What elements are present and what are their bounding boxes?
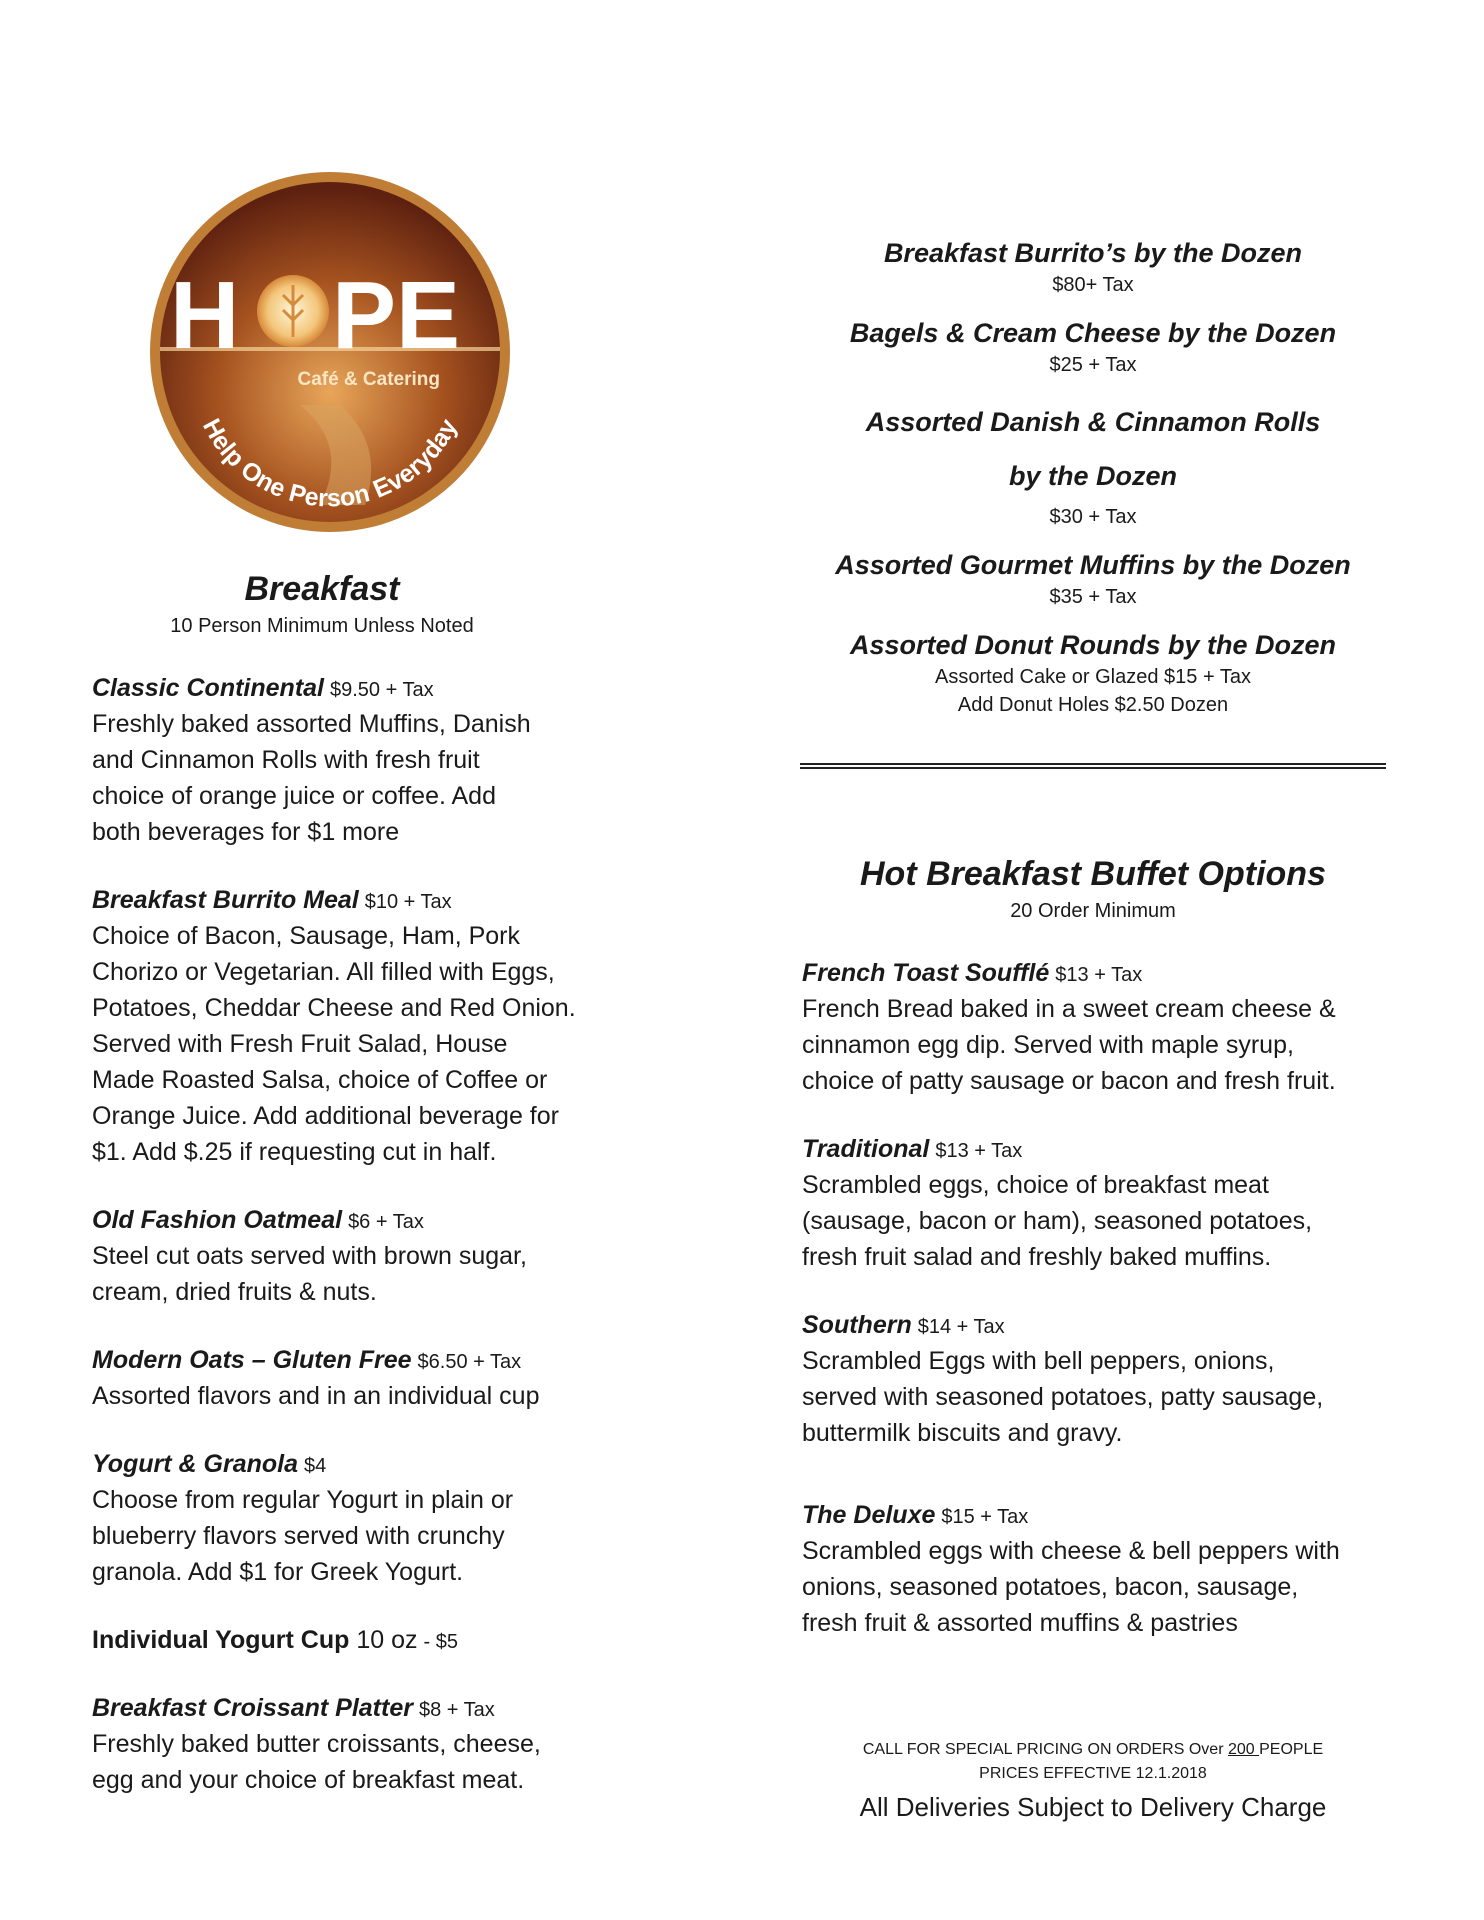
item-description: Choice of Bacon, Sausage, Ham, Pork Chorizo or Vegetarian. All filled with Eggs, Potatoes, Cheddar Cheese and Red Onion. Served with Fresh Fruit Salad, House Made Roasted Salsa, choice of Coffee or Orange Juice. Add additional beverage for $1. Add $.25 if requesting cut in half.	[92, 922, 576, 1166]
hot-buffet-subtitle: 20 Order Minimum	[1010, 900, 1176, 922]
item-name: Yogurt & Granola	[92, 1450, 299, 1478]
item-price: - $5	[423, 1631, 458, 1653]
dozen-item-name: Bagels & Cream Cheese by the Dozen	[849, 318, 1337, 348]
item-name: Classic Continental	[92, 674, 324, 702]
menu-item	[92, 1692, 632, 1798]
item-name: Old Fashion Oatmeal	[92, 1206, 343, 1234]
logo-letter-h: H	[170, 262, 240, 369]
dozen-item	[802, 547, 1384, 611]
special-pricing-count: 200	[1227, 1741, 1260, 1758]
item-price: $14 + Tax	[917, 1316, 1005, 1338]
item-name: Modern Oats – Gluten Free	[92, 1346, 412, 1374]
dozen-item-price: $35 + Tax	[1049, 586, 1137, 608]
item-description: Scrambled eggs with cheese & bell peppers with onions, seasoned potatoes, bacon, sausage, fresh fruit & assorted muffins & pastries	[802, 1537, 1340, 1637]
item-description: Choose from regular Yogurt in plain or blueberry flavors served with crunchy granola. Add $1 for Greek Yogurt.	[92, 1486, 514, 1586]
item-price: $9.50 + Tax	[330, 679, 434, 701]
prices-effective: PRICES EFFECTIVE 12.1.2018	[979, 1765, 1207, 1782]
breakfast-subtitle: 10 Person Minimum Unless Noted	[170, 615, 474, 637]
menu-item	[92, 884, 632, 1170]
item-name: The Deluxe	[802, 1501, 936, 1529]
dozen-item-name: Breakfast Burrito’s by the Dozen	[883, 238, 1303, 268]
item-price: $4	[304, 1455, 327, 1477]
menu-item	[802, 1133, 1402, 1275]
menu-item	[802, 1499, 1402, 1641]
item-price: $10 + Tax	[364, 891, 452, 913]
item-name: French Toast Soufflé	[802, 959, 1050, 987]
item-description: Scrambled eggs, choice of breakfast meat (sausage, bacon or ham), seasoned potatoes, fresh fruit salad and freshly baked muffins.	[802, 1171, 1313, 1271]
dozen-item-price: $25 + Tax	[1049, 354, 1137, 376]
menu-item	[92, 672, 632, 850]
item-description: Assorted flavors and in an individual cup	[92, 1382, 540, 1410]
item-description: Freshly baked butter croissants, cheese, egg and your choice of breakfast meat.	[92, 1730, 541, 1794]
logo-tagline: Help One Person Everyday	[197, 414, 463, 513]
item-price: $13 + Tax	[935, 1140, 1023, 1162]
dozen-item-name: Assorted Donut Rounds by the Dozen	[850, 630, 1336, 660]
dozen-item-price: $80+ Tax	[1052, 274, 1134, 296]
item-price: $8 + Tax	[418, 1699, 495, 1721]
menu-item	[92, 1624, 632, 1658]
dozen-item-price: Assorted Cake or Glazed $15 + Tax Add Donut Holes $2.50 Dozen	[935, 666, 1251, 716]
dozen-item-name: Assorted Danish & Cinnamon Rolls by the Dozen	[865, 407, 1321, 491]
section-divider	[800, 763, 1386, 769]
special-pricing-note	[802, 1738, 1384, 1762]
item-price: $6 + Tax	[348, 1211, 424, 1233]
item-description: French Bread baked in a sweet cream cheese & cinnamon egg dip. Served with maple syrup, choice of patty sausage or bacon and fresh fruit.	[802, 995, 1336, 1095]
item-name: Southern	[802, 1311, 912, 1339]
item-size: 10 oz	[356, 1626, 418, 1654]
item-price: $6.50 + Tax	[417, 1351, 522, 1373]
item-name: Individual Yogurt Cup	[92, 1626, 350, 1654]
dozen-item-name: Assorted Gourmet Muffins by the Dozen	[835, 550, 1351, 580]
menu-item	[92, 1344, 632, 1414]
item-name: Breakfast Croissant Platter	[92, 1694, 413, 1722]
menu-item	[92, 1448, 632, 1590]
dozen-section	[802, 235, 1384, 735]
item-description: Scrambled Eggs with bell peppers, onions, served with seasoned potatoes, patty sausage, buttermilk biscuits and gravy.	[802, 1347, 1324, 1447]
menu-item	[802, 957, 1402, 1099]
dozen-item	[802, 235, 1384, 299]
breakfast-title: Breakfast	[244, 570, 400, 608]
item-description: Steel cut oats served with brown sugar, cream, dried fruits & nuts.	[92, 1242, 527, 1306]
logo-subtitle: Café & Catering	[297, 369, 440, 390]
dozen-item	[802, 627, 1384, 719]
footer	[802, 1738, 1384, 1826]
logo-letters-pe: PE	[332, 262, 461, 369]
dozen-item	[802, 395, 1384, 531]
special-pricing-text: CALL FOR SPECIAL PRICING ON ORDERS Over	[862, 1741, 1228, 1758]
item-description: Freshly baked assorted Muffins, Danish and Cinnamon Rolls with fresh fruit choice of orange juice or coffee. Add both beverages for $1 more	[92, 710, 531, 846]
menu-item	[92, 1204, 632, 1310]
hope-logo	[150, 165, 510, 540]
menu-item	[802, 1309, 1402, 1451]
hot-buffet-section	[802, 855, 1402, 1641]
item-price: $13 + Tax	[1055, 964, 1143, 986]
item-name: Breakfast Burrito Meal	[92, 886, 359, 914]
delivery-note: All Deliveries Subject to Delivery Charge	[859, 1792, 1327, 1822]
item-name: Traditional	[802, 1135, 930, 1163]
item-price: $15 + Tax	[941, 1506, 1029, 1528]
dozen-item	[802, 315, 1384, 379]
dozen-item-price: $30 + Tax	[1049, 506, 1137, 528]
special-pricing-unit: PEOPLE	[1259, 1741, 1324, 1758]
hot-buffet-title: Hot Breakfast Buffet Options	[860, 855, 1326, 893]
breakfast-section	[92, 570, 632, 1798]
